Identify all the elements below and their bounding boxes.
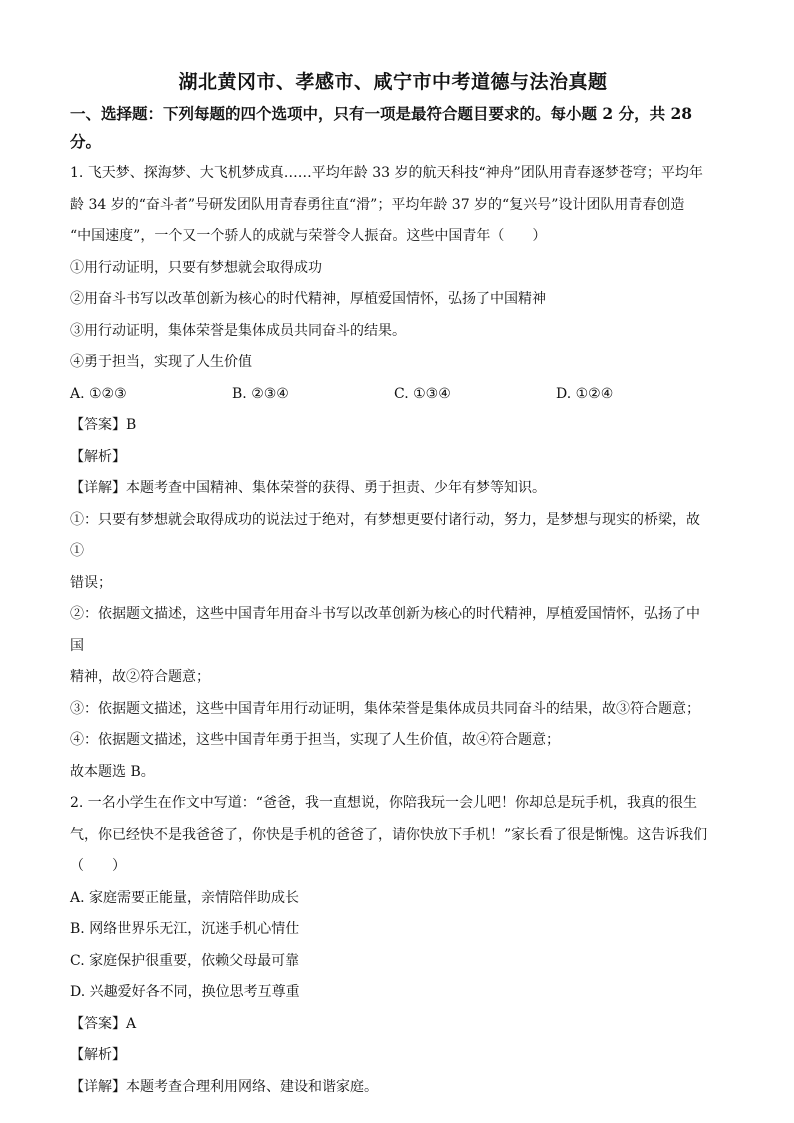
question-1 (70, 158, 710, 788)
q2-option-a: A. 家庭需要正能量，亲情陪伴助成长 (70, 889, 300, 906)
q1-statement-1: ①用行动证明，只要有梦想就会取得成功 (70, 259, 322, 276)
q1-stem-line-2: 龄 34 岁的“奋斗者”号研发团队用青春勇往直“滑”；平均年龄 37 岁的“复兴号”设计团队用青春创造 (70, 196, 685, 213)
section-heading: 一、选择题：下列每题的四个选项中，只有一项是最符合题目要求的。每小题 2 分，共 28 分。 (70, 104, 693, 151)
q1-statement-4: ④勇于担当，实现了人生价值 (70, 354, 252, 370)
q1-stem-line-3: “中国速度”，一个又一个骄人的成就与荣誉令人振奋。这些中国青年（ ） (70, 228, 547, 244)
q1-option-c: C. ①③④ (394, 385, 451, 402)
page-title: 湖北黄冈市、孝感市、咸宁市中考道德与法治真题 (178, 71, 608, 93)
q2-option-b: B. 网络世界乐无江，沉迷手机心情仕 (70, 921, 300, 937)
q2-detail: 【详解】本题考查合理利用网络、建设和谐家庭。 (70, 1078, 378, 1095)
q1-option-b: B. ②③④ (232, 385, 289, 402)
q1-option-d: D. ①②④ (556, 385, 614, 402)
q1-answer: 【答案】B (70, 417, 137, 433)
q1-statement-3: ③用行动证明，集体荣誉是集体成员共同奋斗的结果。 (70, 322, 406, 339)
q2-analysis-label: 【解析】 (70, 1047, 126, 1063)
q1-statement-2: ②用奋斗书写以改革创新为核心的时代精神，厚植爱国情怀，弘扬了中国精神 (70, 291, 546, 307)
q1-explain-2-line-2: 精神，故②符合题意； (70, 669, 210, 685)
q2-stem-line-2: 气，你已经快不是我爸爸了，你快是手机的爸爸了，请你快放下手机！”家长看了很是惭愧。这告诉我们 (70, 826, 708, 843)
q1-explain-3: ③：依据题文描述，这些中国青年用行动证明，集体荣誉是集体成员共同奋斗的结果，故③符合题意； (70, 700, 700, 717)
q1-conclusion: 故本题选 B。 (70, 763, 155, 780)
q1-explain-2-line-1: ②：依据题文描述，这些中国青年用奋斗书写以改革创新为核心的时代精神，厚植爱国情怀，弘扬了中国 (70, 606, 700, 654)
q2-option-c: C. 家庭保护很重要，依赖父母最可靠 (70, 952, 300, 969)
q1-explain-1-line-1: ①：只要有梦想就会取得成功的说法过于绝对，有梦想更要付诸行动，努力，是梦想与现实的桥梁，故① (70, 511, 700, 559)
q1-explain-4: ④：依据题文描述，这些中国青年勇于担当，实现了人生价值，故④符合题意； (70, 732, 560, 748)
q1-option-a: A. ①②③ (70, 385, 127, 402)
q2-option-d: D. 兴趣爱好各不同，换位思考互尊重 (70, 984, 300, 1000)
q1-options (70, 379, 710, 411)
q1-detail: 【详解】本题考查中国精神、集体荣誉的获得、勇于担责、少年有梦等知识。 (70, 480, 546, 496)
q1-analysis-label: 【解析】 (70, 448, 126, 465)
q1-stem-line-1: 1. 飞天梦、探海梦、大飞机梦成真……平均年龄 33 岁的航天科技“神舟”团队用青春逐梦苍穹；平均年 (70, 165, 703, 181)
q2-stem-line-1: 2. 一名小学生在作文中写道：“爸爸，我一直想说，你陪我玩一会儿吧！你却总是玩手机，我真的很生 (70, 795, 697, 811)
q2-stem-line-3: （ ） (70, 858, 126, 874)
question-2 (70, 788, 710, 1103)
q2-answer: 【答案】A (70, 1015, 137, 1032)
q1-explain-1-line-2: 错误； (70, 574, 112, 591)
